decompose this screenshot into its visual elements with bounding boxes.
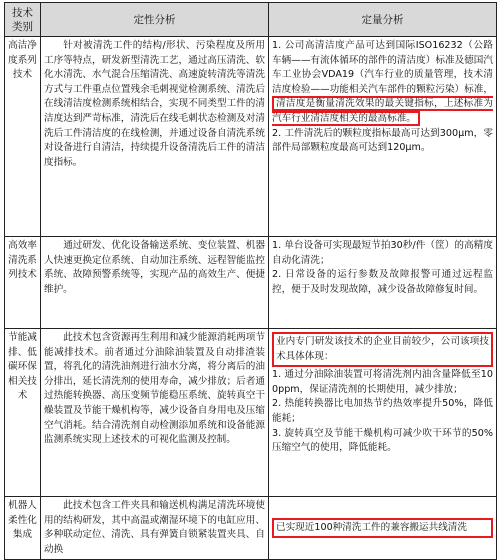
- highlight-box: 业内专门研发该技术的企业目前较少，公司该项技术具体体现：: [272, 332, 493, 367]
- quantitative-cell: [269, 329, 497, 497]
- highlight-box: 已实现近100种清洗工件的兼容搬运共线清洗: [272, 518, 493, 539]
- table-row: [5, 497, 497, 560]
- table-row: [5, 329, 497, 497]
- highlight-box: 清洁度是衡量清洗效果的最关键指标，上述标准为汽车行业清洁度相关的最高标准。: [272, 98, 493, 124]
- qualitative-cell: 此技术包含资源再生利用和减少能源消耗两项节能减排技术。前者通过分油除油装置及自动排渣装置，将乳化的清洗油剂进行油水分离，将分离后的油分排出，延长清洗剂的使用寿命，减少排放；后者通过热能转换器、高压变频节能稳压系统、旋转真空干燥装置及节能干燥机构等，减少设备自身用电及压缩空气消耗。结合清洗剂自动检测添加系统和设备能源监测系统实现上述技术的可视化监测及控制。: [41, 329, 269, 497]
- qualitative-cell: 此技术包含工件夹具和输送机构满足清洗环境使用的结构研发，其中高温或潮湿环境下的电缸应用、多种联动定位、清洗、具有弹簧自锁紧装置夹具、自动换: [41, 497, 269, 560]
- quant-point-1: 1. 通过分油除油装置可将清洗剂内油含量降低至100ppm，保证清洗剂的长期使用，减少排放；: [272, 369, 493, 395]
- category-cell: 节能减排、低碳环保相关技术: [5, 329, 41, 497]
- quant-point-2: 2. 热能转换器比电加热节约热效率提升50%，降低能耗；: [272, 398, 493, 424]
- quant-point-1: 1. 公司高清洁度产品可达到国际ISO16232（公路车辆——有流体循环的部件的清洁度）标准及德国汽车工业协会VDA19（汽车行业的质量管理，技术清洁度检验——功能相关汽车部件的颗粒污染）标准，清洁度是衡量清洗效果的最关键指标，上述标准为汽车行业清洁度相关的最高标准。: [272, 40, 493, 124]
- table-row: [5, 237, 497, 329]
- quant-point-1: 1. 单台设备可实现最短节拍30秒/件（筐）的高精度自动化清洗；: [272, 240, 493, 266]
- quantitative-cell: [269, 237, 497, 329]
- quantitative-cell: [269, 497, 497, 560]
- category-cell: 高洁净度系列技术: [5, 37, 41, 237]
- header-category: 技术类别: [5, 3, 41, 37]
- table-header-row: [5, 3, 497, 37]
- quantitative-cell: [269, 37, 497, 237]
- quant-point-2: 2. 日常设备的运行参数及故障报警可通过远程监控，便于及时发现故障，减少设备故障修复时间。: [272, 269, 493, 295]
- quant-point-2: 2. 工件清洗后的颗粒度指标最高可达到300μm，零部件局部颗粒度最高可达到120μm。: [272, 127, 493, 154]
- category-cell: 高效率清洗系列技术: [5, 237, 41, 329]
- category-cell: 机器人柔性化集成: [5, 497, 41, 560]
- header-quantitative: 定量分析: [269, 3, 497, 37]
- technology-analysis-table: [4, 2, 497, 560]
- quant-point-3: 3. 旋转真空及节能干燥机构可减少吹干环节的50%压缩空气的使用，降低能耗。: [272, 427, 493, 454]
- qualitative-cell: 针对被清洗工件的结构/形状、污染程度及所用工序等特点，研发新型清洗工艺，通过高压清洗、软化水清洗、水气混合压缩清洗、高速旋转清洗等清洗方式与工件重点位置残余毛刺视觉检测系统、清洗后在线清洁度检测系统相结合，实现不同类型工件的清洁度达到严苛标准，清洗后在线毛刺状态检测及对清洗后工件清洁度的在线检测，并通过设备自清洗系统对设备进行自清洁，持续提升设备清洗后工件的清洁度指标。: [41, 37, 269, 237]
- header-qualitative: 定性分析: [41, 3, 269, 37]
- qualitative-cell: 通过研发、优化设备输送系统、变位装置、机器人快速更换定位系统、自动加注系统、远程智能监控系统、故障预警系统等，实现产品的高效生产、便捷维护。: [41, 237, 269, 329]
- table-row: [5, 37, 497, 237]
